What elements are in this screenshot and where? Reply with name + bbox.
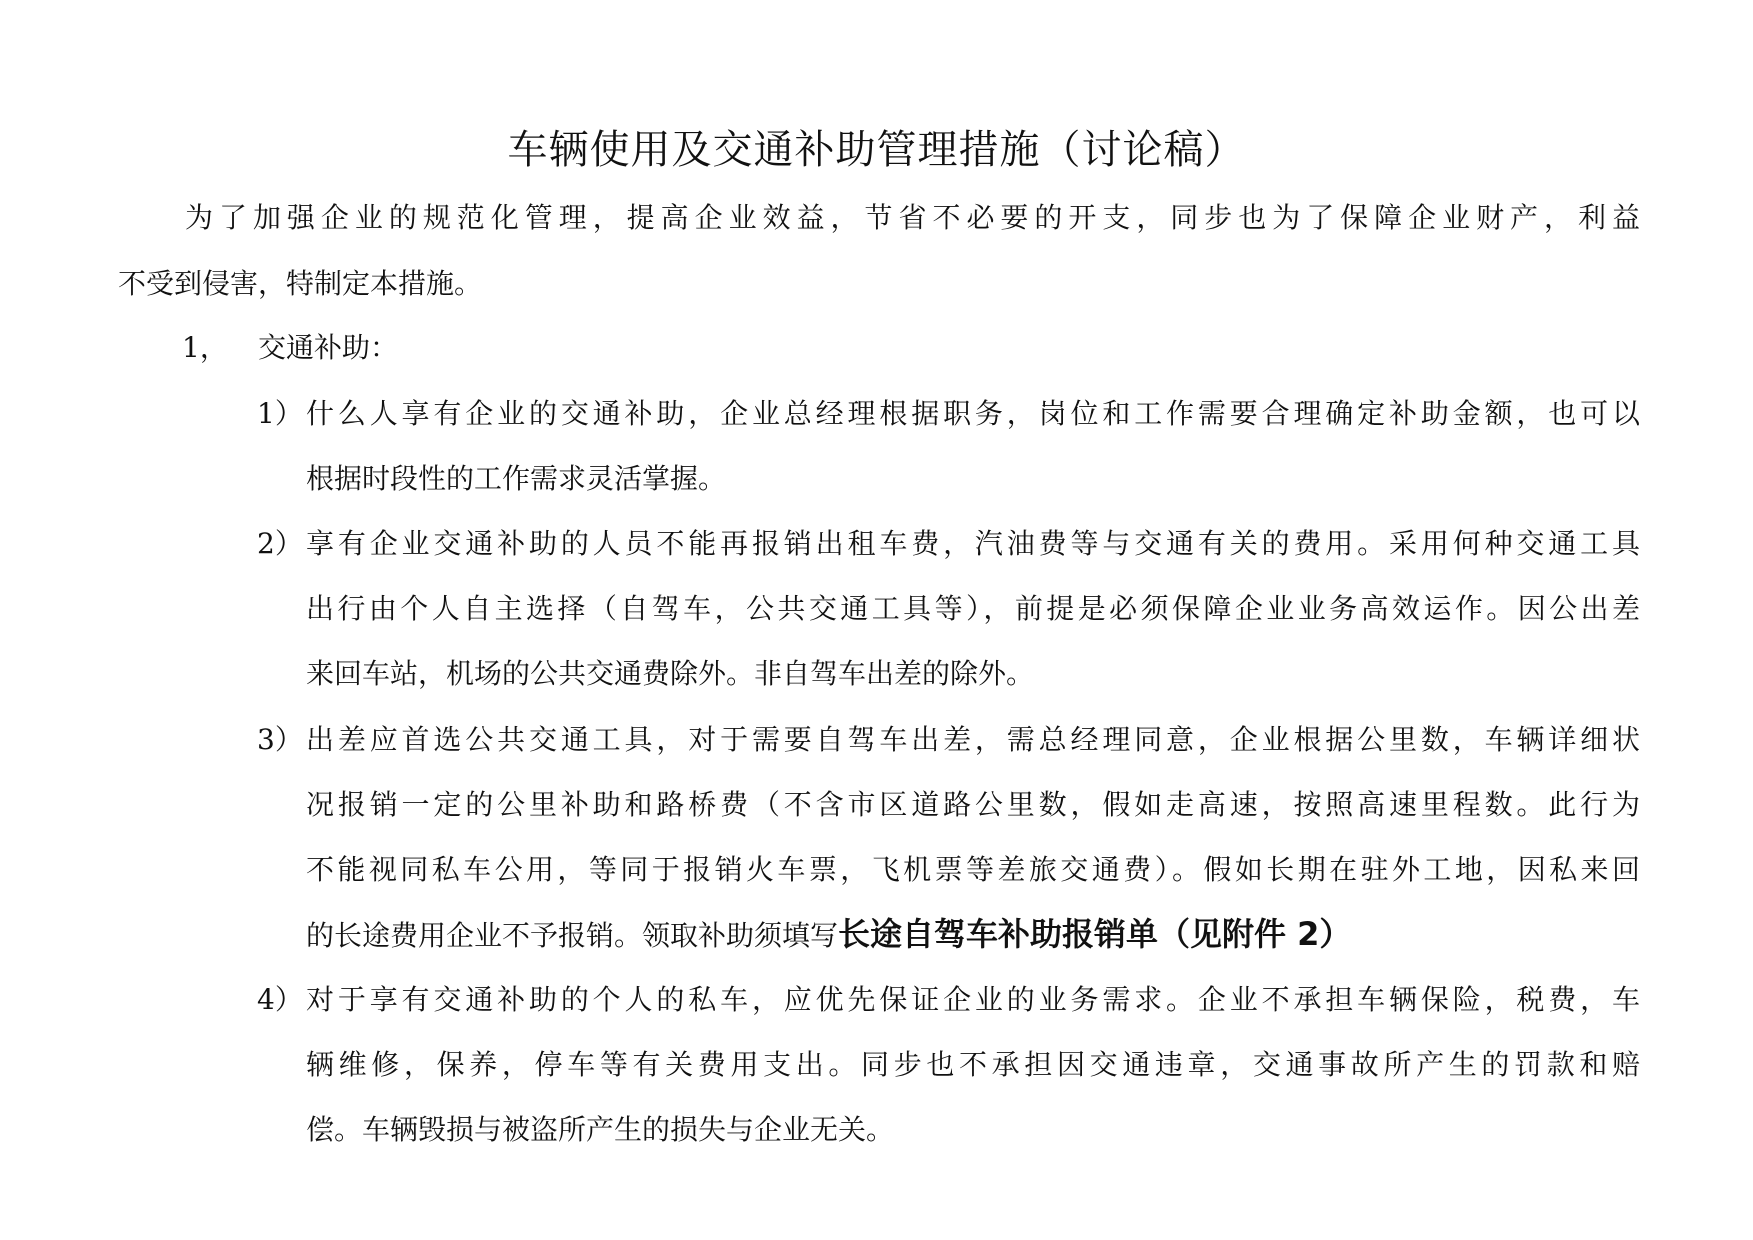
item-1-line-1: 什么人享有企业的交通补助，企业总经理根据职务，岗位和工作需要合理确定补助金额，也可以 (306, 397, 1640, 430)
section-number: 1， (182, 331, 228, 364)
item-2-marker: 2） (257, 527, 303, 560)
item-4-marker: 4） (257, 983, 303, 1016)
item-3-line-2: 况报销一定的公里补助和路桥费（不含市区道路公里数，假如走高速，按照高速里程数。此行为 (306, 788, 1640, 821)
intro-line-2: 不受到侵害，特制定本措施。 (118, 267, 483, 300)
item-2-line-2: 出行由个人自主选择（自驾车，公共交通工具等），前提是必须保障企业业务高效运作。因公出差 (306, 592, 1640, 625)
intro-line-1: 为了加强企业的规范化管理，提高企业效益，节省不必要的开支，同步也为了保障企业财产，利益 (185, 201, 1640, 234)
item-3-line-4-text: 的长途费用企业不予报销。领取补助须填写 (306, 919, 839, 952)
item-4-line-2: 辆维修，保养，停车等有关费用支出。同步也不承担因交通违章，交通事故所产生的罚款和赔 (306, 1048, 1640, 1081)
item-3-line-3: 不能视同私车公用，等同于报销火车票，飞机票等差旅交通费）。假如长期在驻外工地，因私来回 (306, 853, 1640, 886)
item-2-line-1: 享有企业交通补助的人员不能再报销出租车费，汽油费等与交通有关的费用。采用何种交通工具 (306, 527, 1640, 560)
document-title: 车辆使用及交通补助管理措施（讨论稿） (507, 127, 1246, 173)
item-4-line-3: 偿。车辆毁损与被盗所产生的损失与企业无关。 (306, 1113, 895, 1146)
section-heading: 交通补助： (258, 331, 399, 364)
item-3-line-1: 出差应首选公共交通工具，对于需要自驾车出差，需总经理同意，企业根据公里数，车辆详细状 (306, 723, 1640, 756)
item-1-line-2: 根据时段性的工作需求灵活掌握。 (306, 462, 727, 495)
item-1-marker: 1） (257, 397, 303, 430)
item-2-line-3: 来回车站，机场的公共交通费除外。非自驾车出差的除外。 (306, 657, 1035, 690)
item-4-line-1: 对于享有交通补助的个人的私车，应优先保证企业的业务需求。企业不承担车辆保险，税费，车 (306, 983, 1640, 1016)
item-3-line-4 (306, 914, 1351, 956)
attachment-reference: 长途自驾车补助报销单（见附件 2） (838, 915, 1352, 953)
item-3-marker: 3） (257, 723, 303, 756)
